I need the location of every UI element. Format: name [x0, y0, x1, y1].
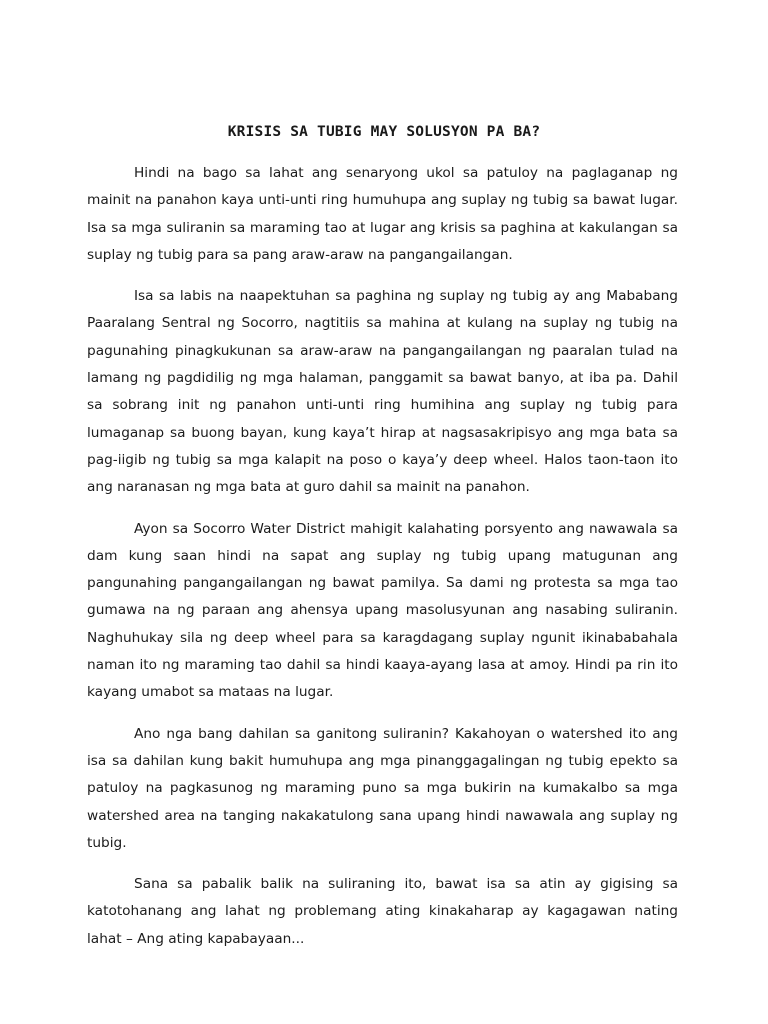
paragraph-3: Ayon sa Socorro Water District mahigit kalahating porsyento ang nawawala sa dam kung saan hindi na sapat ang suplay ng tubig upang matugunan ang pangunahing pangangailangan ng bawat pamilya. Sa dami ng protesta sa mga tao gumawa na ng paraan ang ahensya upang masolusyunan ang nasabing suliranin. Naghuhukay sila ng deep wheel para sa karagdagang suplay ngunit ikinababahala naman ito ng maraming tao dahil sa hindi kaaya-ayang lasa at amoy. Hindi pa rin ito kayang umabot sa mataas na lugar.	[87, 520, 678, 701]
paragraph-4: Ano nga bang dahilan sa ganitong suliranin? Kakahoyan o watershed ito ang isa sa dahilan kung bakit humuhupa ang mga pinanggagalingan ng tubig epekto sa patuloy na pagkasunog ng maraming puno sa mga bukirin na kumakalbo sa mga watershed area na tanging nakakatulong sana upang hindi nawawala ang suplay ng tubig.	[87, 725, 678, 851]
paragraph-5: Sana sa pabalik balik na suliraning ito, bawat isa sa atin ay gigising sa katotohanang ang lahat ng problemang ating kinakaharap ay kagagawan nating lahat – Ang ating kapabayaan...	[87, 876, 678, 947]
paragraph-1: Hindi na bago sa lahat ang senaryong ukol sa patuloy na paglaganap ng mainit na panahon kaya unti-unti ring humuhupa ang suplay ng tubig sa bawat lugar. Isa sa mga suliranin sa maraming tao at lugar ang krisis sa paghina at kakulangan sa suplay ng tubig para sa pang araw-araw na pangangailangan.	[87, 165, 678, 263]
document-body	[87, 160, 678, 967]
paragraph-2: Isa sa labis na naapektuhan sa paghina ng suplay ng tubig ay ang Mababang Paaralang Sentral ng Socorro, nagtitiis sa mahina at kulang na suplay ng tubig na pagunahing pinagkukunan sa araw-araw na pangangailangan ng paaralan tulad na lamang ng pagdidilig ng mga halaman, panggamit sa bawat banyo, at iba pa. Dahil sa sobrang init ng panahon unti-unti ring humihina ang suplay ng tubig para lumaganap sa buong bayan, kung kaya’t hirap at nagsasakripisyo ang mga bata sa pag-iigib ng tubig sa mga kalapit na poso o kaya’y deep wheel. Halos taon-taon ito ang naranasan ng mga bata at guro dahil sa mainit na panahon.	[87, 288, 678, 496]
document-title: KRISIS SA TUBIG MAY SOLUSYON PA BA?	[227, 124, 541, 140]
